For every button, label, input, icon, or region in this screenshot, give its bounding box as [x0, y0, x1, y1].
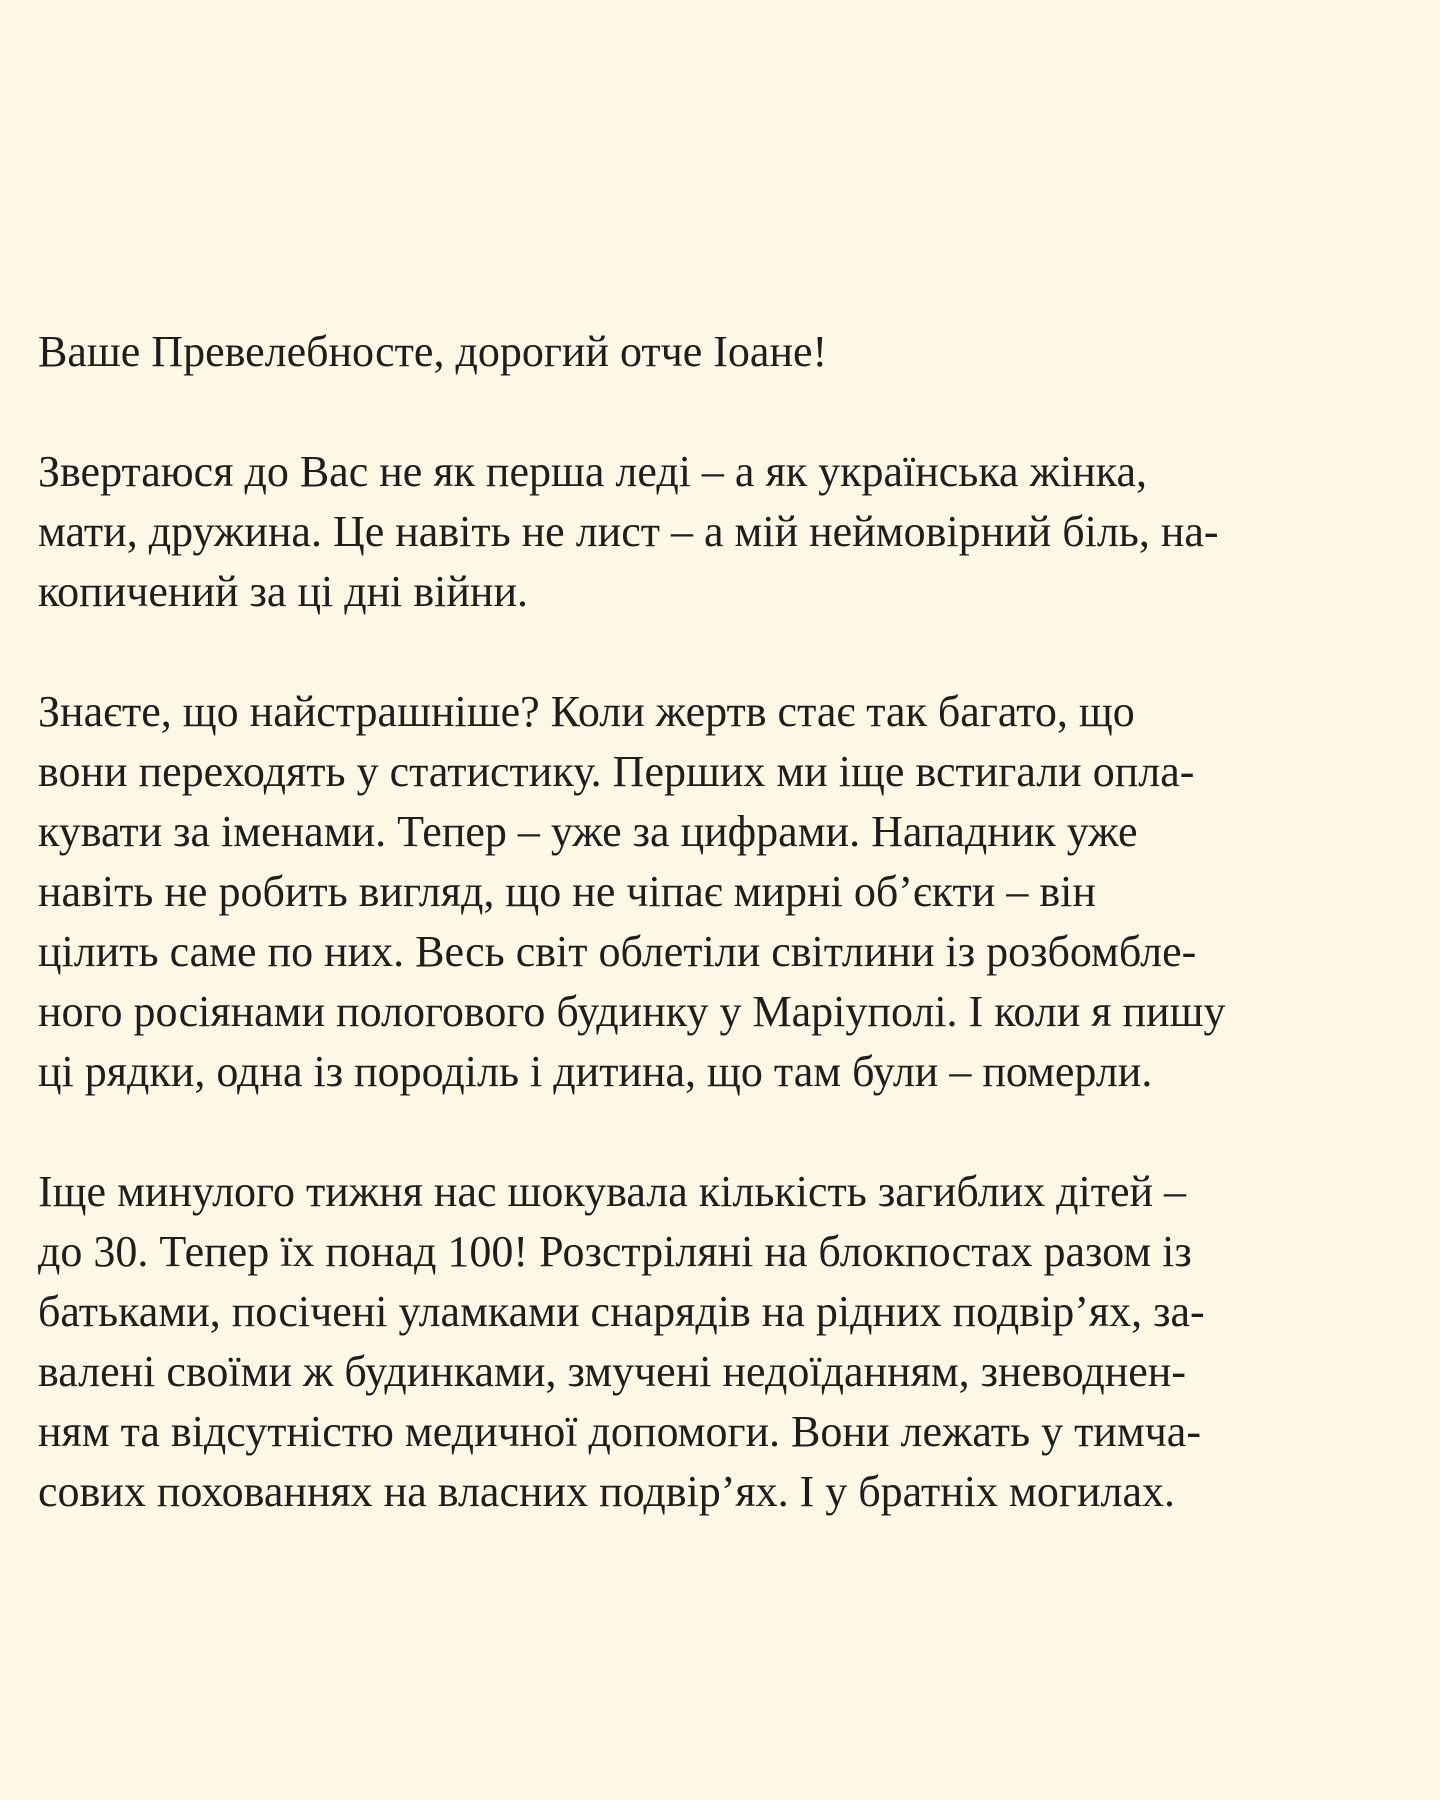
paragraph-2 — [38, 682, 1402, 1102]
paragraph-line: валені своїми ж будинками, змучені недоїданням, зневоднен- — [38, 1347, 1186, 1396]
salutation: Ваше Превелебносте, дорогий отче Іоане! — [38, 327, 828, 376]
paragraph-line: батьками, посічені уламками снарядів на рідних подвір’ях, за- — [38, 1287, 1205, 1336]
paragraph-line: ням та відсутністю медичної допомоги. Вони лежать у тимча- — [38, 1407, 1201, 1456]
paragraph-line: мати, дружина. Це навіть не лист – а мій неймовірний біль, на- — [38, 507, 1219, 556]
paragraph-line: Звертаюся до Вас не як перша леді – а як українська жінка, — [38, 447, 1148, 496]
paragraph-line: ці рядки, одна із породіль і дитина, що там були – померли. — [38, 1047, 1153, 1096]
paragraph-1 — [38, 442, 1402, 622]
paragraph-line: навіть не робить вигляд, що не чіпає мирні об’єкти – він — [38, 867, 1096, 916]
paragraph-gap — [38, 1102, 1402, 1162]
paragraph-gap — [38, 622, 1402, 682]
paragraph-line: Знаєте, що найстрашніше? Коли жертв стає так багато, що — [38, 687, 1135, 736]
paragraph-gap — [38, 382, 1402, 442]
paragraph-line: Іще минулого тижня нас шокувала кількість загиблих дітей – — [38, 1167, 1187, 1216]
paragraph-3 — [38, 1162, 1402, 1522]
paragraph-line: кувати за іменами. Тепер – уже за цифрами. Нападник уже — [38, 807, 1138, 856]
letter-body — [38, 322, 1402, 1522]
paragraph-line: вони переходять у статистику. Перших ми іще встигали опла- — [38, 747, 1195, 796]
paragraph-line: цілить саме по них. Весь світ облетіли світлини із розбомбле- — [38, 927, 1197, 976]
paragraph-line: до 30. Тепер їх понад 100! Розстріляні на блокпостах разом із — [38, 1227, 1192, 1276]
paragraph-line: копичений за ці дні війни. — [38, 567, 529, 616]
paragraph-line: сових похованнях на власних подвір’ях. І у братніх могилах. — [38, 1467, 1175, 1516]
paragraph-line: ного росіянами пологового будинку у Маріуполі. І коли я пишу — [38, 987, 1226, 1036]
